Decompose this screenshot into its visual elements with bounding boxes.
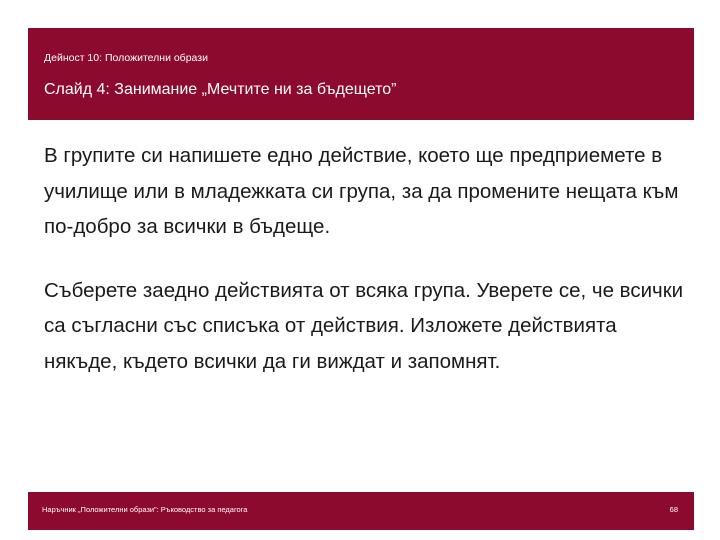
slide-title: Слайд 4: Занимание „Мечтите ни за бъдещето”	[44, 81, 397, 98]
slide-body	[44, 138, 684, 379]
slide-footer	[28, 492, 694, 530]
slide-header	[28, 28, 694, 120]
footer-source: Наръчник „Положителни образи”: Ръководство за педагога	[42, 505, 248, 514]
instruction-paragraph-2: Съберете заедно действията от всяка група. Уверете се, че всички са съгласни със списъка от действия. Изложете действията някъде, където всички да ги виждат и запомнят.	[44, 278, 684, 373]
page-number: 68	[669, 505, 678, 514]
instruction-paragraph-1: В групите си напишете едно действие, което ще предприемете в училище или в младежката си група, за да промените нещата към по-добро за всички в бъдеще.	[44, 144, 679, 238]
activity-label: Дейност 10: Положителни образи	[44, 52, 208, 64]
